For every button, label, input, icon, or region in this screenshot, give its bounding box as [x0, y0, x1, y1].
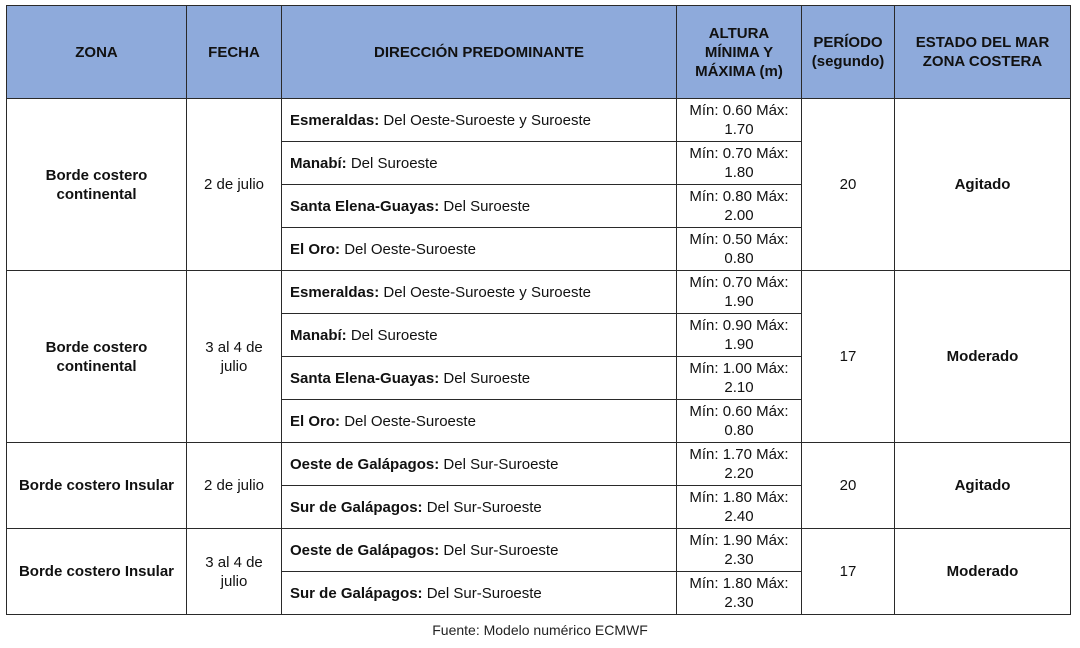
altura-min: Mín: 0.70 [689, 274, 752, 291]
altura-min: Mín: 0.60 [689, 403, 752, 420]
altura-max: Máx: 1.80 [724, 145, 789, 181]
header-direccion: DIRECCIÓN PREDOMINANTE [282, 6, 677, 99]
table-row [7, 99, 1071, 142]
location-label: Esmeraldas: [290, 111, 380, 129]
location-label: Oeste de Galápagos: [290, 541, 440, 559]
altura-max: Máx: 1.70 [724, 102, 789, 138]
altura-max: Máx: 2.10 [724, 360, 789, 396]
header-periodo: PERÍODO (segundo) [802, 6, 895, 99]
direccion-cell [282, 185, 677, 228]
altura-cell [677, 271, 802, 314]
altura-max: Máx: 2.00 [724, 188, 789, 224]
altura-max: Máx: 2.30 [724, 532, 789, 568]
direccion-cell [282, 443, 677, 486]
header-altura: ALTURA MÍNIMA Y MÁXIMA (m) [677, 6, 802, 99]
altura-max: Máx: 0.80 [724, 231, 789, 267]
altura-cell [677, 357, 802, 400]
location-label: Santa Elena-Guayas: [290, 197, 440, 215]
fecha-cell: 3 al 4 de julio [187, 271, 282, 443]
direction-value: Del Oeste-Suroeste [344, 412, 476, 430]
direction-value: Del Sur-Suroeste [443, 541, 559, 559]
direccion-cell [282, 99, 677, 142]
direction-value: Del Sur-Suroeste [426, 584, 542, 602]
location-label: Esmeraldas: [290, 283, 380, 301]
table-row [7, 529, 1071, 572]
altura-max: Máx: 2.30 [724, 575, 789, 611]
altura-min: Mín: 0.70 [689, 145, 752, 162]
location-label: El Oro: [290, 240, 341, 258]
altura-cell [677, 572, 802, 615]
direction-value: Del Suroeste [443, 197, 531, 215]
fecha-cell: 2 de julio [187, 443, 282, 529]
table-row [7, 443, 1071, 486]
altura-min: Mín: 1.90 [689, 532, 752, 549]
direction-value: Del Oeste-Suroeste y Suroeste [383, 283, 591, 301]
direction-value: Del Suroeste [350, 326, 438, 344]
direccion-cell [282, 572, 677, 615]
periodo-cell: 17 [802, 529, 895, 615]
altura-cell [677, 443, 802, 486]
location-label: Sur de Galápagos: [290, 584, 423, 602]
altura-min: Mín: 1.80 [689, 489, 752, 506]
altura-cell [677, 400, 802, 443]
zona-cell: Borde costero continental [7, 271, 187, 443]
table-row [7, 271, 1071, 314]
swell-forecast-table [6, 5, 1071, 615]
header-estado: ESTADO DEL MAR ZONA COSTERA [895, 6, 1071, 99]
periodo-cell: 20 [802, 99, 895, 271]
altura-max: Máx: 1.90 [724, 317, 789, 353]
direction-value: Del Sur-Suroeste [443, 455, 559, 473]
direccion-cell [282, 529, 677, 572]
altura-min: Mín: 1.70 [689, 446, 752, 463]
direccion-cell [282, 228, 677, 271]
altura-min: Mín: 1.00 [689, 360, 752, 377]
estado-cell: Agitado [895, 443, 1071, 529]
estado-cell: Agitado [895, 99, 1071, 271]
altura-cell [677, 142, 802, 185]
direccion-cell [282, 486, 677, 529]
location-label: Santa Elena-Guayas: [290, 369, 440, 387]
location-label: Manabí: [290, 154, 347, 172]
altura-max: Máx: 2.20 [724, 446, 789, 482]
altura-cell [677, 99, 802, 142]
source-caption: Fuente: Modelo numérico ECMWF [432, 622, 648, 638]
direction-value: Del Suroeste [443, 369, 531, 387]
direction-value: Del Oeste-Suroeste y Suroeste [383, 111, 591, 129]
location-label: Manabí: [290, 326, 347, 344]
altura-cell [677, 185, 802, 228]
periodo-cell: 20 [802, 443, 895, 529]
altura-min: Mín: 0.90 [689, 317, 752, 334]
altura-max: Máx: 0.80 [724, 403, 789, 439]
fecha-cell: 3 al 4 de julio [187, 529, 282, 615]
periodo-cell: 17 [802, 271, 895, 443]
zona-cell: Borde costero Insular [7, 529, 187, 615]
direction-value: Del Suroeste [350, 154, 438, 172]
direccion-cell [282, 400, 677, 443]
altura-max: Máx: 1.90 [724, 274, 789, 310]
altura-min: Mín: 0.50 [689, 231, 752, 248]
estado-cell: Moderado [895, 529, 1071, 615]
location-label: El Oro: [290, 412, 341, 430]
location-label: Sur de Galápagos: [290, 498, 423, 516]
direction-value: Del Oeste-Suroeste [344, 240, 476, 258]
fecha-cell: 2 de julio [187, 99, 282, 271]
altura-min: Mín: 1.80 [689, 575, 752, 592]
direccion-cell [282, 271, 677, 314]
zona-cell: Borde costero continental [7, 99, 187, 271]
altura-cell [677, 314, 802, 357]
direction-value: Del Sur-Suroeste [426, 498, 542, 516]
direccion-cell [282, 357, 677, 400]
header-fecha: FECHA [187, 6, 282, 99]
table-body [7, 99, 1071, 615]
direccion-cell [282, 142, 677, 185]
altura-min: Mín: 0.60 [689, 102, 752, 119]
zona-cell: Borde costero Insular [7, 443, 187, 529]
estado-cell: Moderado [895, 271, 1071, 443]
table-header [7, 6, 1071, 99]
altura-max: Máx: 2.40 [724, 489, 789, 525]
altura-cell [677, 529, 802, 572]
altura-min: Mín: 0.80 [689, 188, 752, 205]
altura-cell [677, 228, 802, 271]
direccion-cell [282, 314, 677, 357]
altura-cell [677, 486, 802, 529]
location-label: Oeste de Galápagos: [290, 455, 440, 473]
header-zona: ZONA [7, 6, 187, 99]
